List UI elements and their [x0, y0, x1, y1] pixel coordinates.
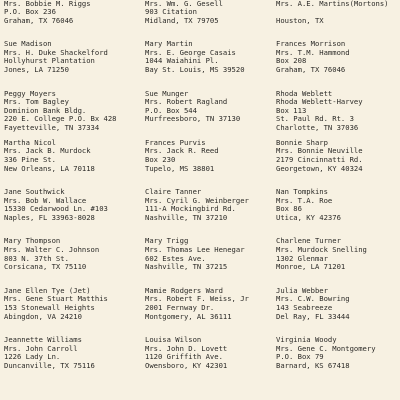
address-entry	[276, 40, 400, 89]
entry-address-line: Mrs. A.E. Martins(Mortons)	[276, 0, 389, 8]
entry-address-line: Mrs. Murdock Snelling	[276, 246, 367, 255]
entry-address-line: 15330 Cedarwood Ln. #103	[4, 205, 108, 214]
entry-address-line: Dominion Bank Bldg.	[4, 106, 87, 115]
address-entry	[4, 139, 132, 188]
entry-address-line: P.O. Box 544	[145, 106, 197, 115]
entry-address-line: 143 Seabreeze	[276, 303, 333, 312]
entry-address-line: Mrs. Walter C. Johnson	[4, 246, 100, 255]
entry-address-line: Graham, TX 76046	[276, 66, 346, 75]
entry-address-line: Montgomery, AL 36111	[145, 312, 232, 321]
entry-address-line: Mrs. Gene C. Montgomery	[276, 344, 376, 353]
entry-name-line: Mary Thompson	[4, 237, 61, 246]
entry-name-line: Mamie Rodgers Ward	[145, 286, 223, 295]
entry-address-line: Mrs. John D. Lovett	[145, 344, 228, 353]
entry-name-line: Bonnie Sharp	[276, 138, 328, 147]
entry-address-line: 1226 Lady Ln.	[4, 353, 61, 362]
directory-column-3	[276, 0, 400, 385]
address-entry	[4, 287, 132, 336]
address-entry	[276, 188, 400, 237]
address-entry	[276, 0, 400, 40]
address-entry	[276, 90, 400, 139]
address-entry	[4, 237, 132, 286]
address-entry	[276, 237, 400, 286]
entry-name-line: Jeannette Williams	[4, 336, 82, 345]
entry-address-line: Box 86	[276, 205, 302, 214]
address-entry	[276, 336, 400, 385]
address-entry	[145, 0, 273, 40]
address-entry	[145, 287, 273, 336]
directory-column-2	[145, 0, 273, 385]
entry-address-line: Fayetteville, TN 37334	[4, 123, 100, 132]
entry-address-line: Mrs. Thomas Lee Henegar	[145, 246, 245, 255]
entry-address-line: Mrs. Bobbie M. Riggs	[4, 0, 91, 8]
entry-address-line: Rhoda Weblett-Harvey	[276, 98, 363, 107]
entry-name-line: Peggy Moyers	[4, 89, 56, 98]
entry-address-line: 803 N. 37th St.	[4, 254, 69, 263]
entry-address-line: 336 Pine St.	[4, 156, 56, 165]
entry-address-line: P.O. Box 236	[4, 8, 56, 17]
entry-name-line: Virginia Woody	[276, 336, 337, 345]
entry-address-line: Hollyhurst Plantation	[4, 57, 95, 66]
entry-address-line: New Orleans, LA 70118	[4, 164, 95, 173]
entry-address-line: 153 Stonewall Heights	[4, 303, 95, 312]
entry-address-line: Mrs. C.W. Bowring	[276, 295, 350, 304]
entry-name-line: Louisa Wilson	[145, 336, 202, 345]
entry-address-line: Mrs. Wm. G. Gesell	[145, 0, 223, 8]
entry-name-line: Nan Tompkins	[276, 188, 328, 197]
entry-address-line: Abingdon, VA 24210	[4, 312, 82, 321]
address-entry	[4, 40, 132, 89]
entry-address-line: Georgetown, KY 40324	[276, 164, 363, 173]
address-entry	[4, 90, 132, 139]
entry-address-line: Corsicana, TX 75110	[4, 263, 87, 272]
entry-address-line: Mrs. John Carroll	[4, 344, 78, 353]
address-entry	[4, 0, 132, 40]
address-entry	[4, 336, 132, 385]
address-entry	[145, 139, 273, 188]
entry-name-line: Julia Webber	[276, 286, 328, 295]
entry-name-line: Jane Ellen Tye (Jet)	[4, 286, 91, 295]
entry-address-line: St. Paul Rd. Rt. 3	[276, 115, 354, 124]
entry-address-line: Del Ray, FL 33444	[276, 312, 350, 321]
entry-address-line: Mrs. Jack B. Murdock	[4, 147, 91, 156]
address-entry	[145, 40, 273, 89]
address-entry	[4, 188, 132, 237]
entry-address-line: 602 Estes Ave.	[145, 254, 206, 263]
entry-address-line: Barnard, KS 67418	[276, 361, 350, 370]
entry-address-line: 111-A Mockingbird Rd.	[145, 205, 236, 214]
entry-address-line: Mrs. Jack R. Reed	[145, 147, 219, 156]
entry-name-line: Mary Trigg	[145, 237, 189, 246]
entry-address-line: Charlotte, TN 37036	[276, 123, 359, 132]
entry-address-line: Mrs. Bob W. Wallace	[4, 196, 87, 205]
entry-address-line: Houston, TX	[276, 16, 324, 25]
entry-name-line: Sue Madison	[4, 40, 52, 49]
entry-address-line: Bay St. Louis, MS 39520	[145, 66, 245, 75]
entry-address-line: 1120 Griffith Ave.	[145, 353, 223, 362]
address-entry	[276, 287, 400, 336]
entry-address-line: Box 230	[145, 156, 176, 165]
entry-name-line: Rhoda Weblett	[276, 89, 333, 98]
entry-address-line: Nashville, TN 37215	[145, 263, 228, 272]
entry-address-line: 1302 Glenmar	[276, 254, 328, 263]
entry-name-line: Frances Morrison	[276, 40, 346, 49]
entry-address-line: Mrs. Cyril G. Weinberger	[145, 196, 249, 205]
entry-address-line: Mrs. Gene Stuart Matthis	[4, 295, 108, 304]
address-entry	[145, 336, 273, 385]
address-entry	[145, 90, 273, 139]
entry-address-line: 220 E. College P.O. Bx 428	[4, 115, 117, 124]
entry-address-line: Mrs. Robert F. Weiss, Jr	[145, 295, 249, 304]
entry-address-line: Naples, FL 33963-8028	[4, 213, 95, 222]
entry-address-line: Duncanville, TX 75116	[4, 361, 95, 370]
directory-column-1	[4, 0, 132, 385]
entry-address-line: Owensboro, KY 42301	[145, 361, 228, 370]
entry-name-line: Claire Tanner	[145, 188, 202, 197]
entry-address-line: Mrs. T.A. Roe	[276, 196, 333, 205]
entry-name-line: Mary Martin	[145, 40, 193, 49]
entry-address-line: P.O. Box 79	[276, 353, 324, 362]
entry-address-line: 1044 Waiahini Pl.	[145, 57, 219, 66]
entry-address-line: Murfreesboro, TN 37130	[145, 115, 241, 124]
entry-address-line	[276, 8, 400, 17]
entry-address-line: Mrs. Robert Ragland	[145, 98, 228, 107]
entry-address-line: 2179 Cincinnatti Rd.	[276, 156, 363, 165]
entry-address-line: Jones, LA 71250	[4, 66, 69, 75]
entry-name-line: Frances Purvis	[145, 138, 206, 147]
address-entry	[145, 237, 273, 286]
entry-address-line: Mrs. T.M. Hammond	[276, 48, 350, 57]
entry-address-line: Mrs. Tom Bagley	[4, 98, 69, 107]
address-entry	[145, 188, 273, 237]
entry-address-line: Mrs. H. Duke Shackelford	[4, 48, 108, 57]
entry-address-line: Utica, KY 42376	[276, 213, 341, 222]
entry-address-line: Graham, TX 76046	[4, 16, 74, 25]
entry-address-line: Nashville, TN 37210	[145, 213, 228, 222]
entry-address-line: Monroe, LA 71201	[276, 263, 346, 272]
entry-address-line: Box 113	[276, 106, 307, 115]
entry-name-line: Charlene Turner	[276, 237, 341, 246]
entry-address-line: 2001 Fernway Dr.	[145, 303, 215, 312]
entry-address-line: Box 208	[276, 57, 307, 66]
entry-address-line: Mrs. E. George Casais	[145, 48, 236, 57]
entry-address-line: 903 Citation	[145, 8, 197, 17]
address-entry	[276, 139, 400, 188]
entry-address-line: Tupelo, MS 38801	[145, 164, 215, 173]
entry-address-line: Mrs. Bonnie Neuville	[276, 147, 363, 156]
entry-name-line: Sue Munger	[145, 89, 189, 98]
entry-name-line: Jane Southwick	[4, 188, 65, 197]
entry-address-line: Midland, TX 79705	[145, 16, 219, 25]
entry-name-line: Martha Nicol	[4, 138, 56, 147]
